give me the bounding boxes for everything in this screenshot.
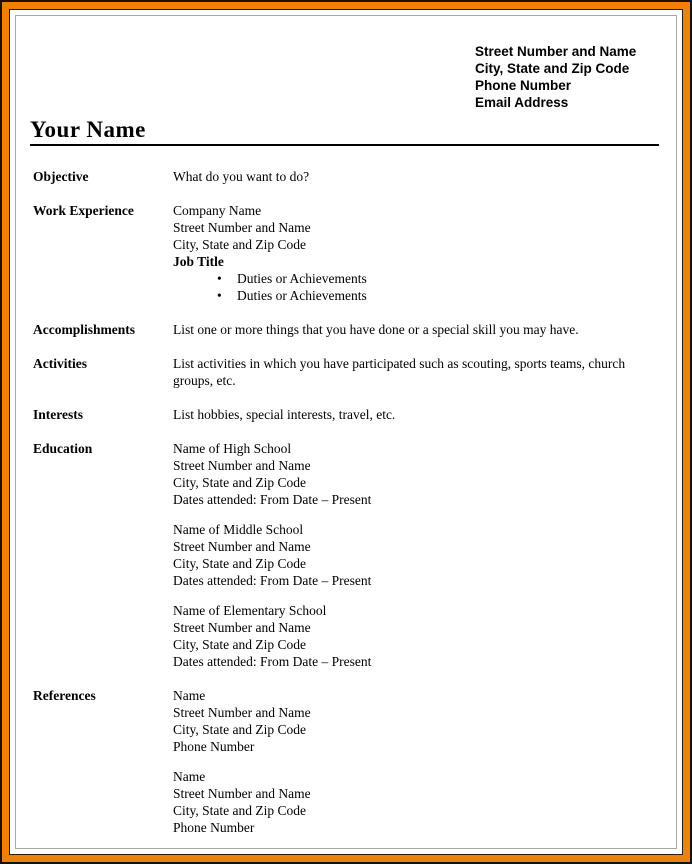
text-block — [173, 602, 668, 670]
text-line: City, State and Zip Code — [173, 237, 306, 252]
section-content — [173, 406, 668, 423]
text-line: Street Number and Name — [173, 620, 311, 635]
text-line: Street Number and Name — [173, 786, 311, 801]
text-line: Name of Middle School — [173, 522, 304, 537]
text-block — [173, 168, 668, 185]
section-content — [173, 168, 668, 185]
section-label: Objective — [33, 169, 89, 184]
section-label: Accomplishments — [33, 322, 135, 337]
text-line: Name of High School — [173, 441, 292, 456]
section-content — [173, 355, 668, 389]
section-content — [173, 202, 668, 304]
text-line: City, State and Zip Code — [173, 556, 306, 571]
text-block — [173, 355, 668, 389]
text-block — [173, 521, 668, 589]
text-line: Dates attended: From Date – Present — [173, 492, 372, 507]
section-content — [173, 687, 668, 836]
text-line: Phone Number — [173, 820, 255, 835]
section-objective — [33, 168, 668, 185]
text-block — [173, 768, 668, 836]
text-line: What do you want to do? — [173, 169, 310, 184]
text-line: Street Number and Name — [173, 539, 311, 554]
text-line: City, State and Zip Code — [173, 803, 306, 818]
section-education — [33, 440, 668, 670]
text-line: List hobbies, special interests, travel, etc. — [173, 407, 396, 422]
section-references — [33, 687, 668, 836]
bullet-icon: • — [217, 271, 222, 286]
bullet-line — [173, 287, 668, 304]
text-line: Street Number and Name — [173, 220, 311, 235]
text-line: Dates attended: From Date – Present — [173, 573, 372, 588]
section-label: Work Experience — [33, 203, 134, 218]
section-activities — [33, 355, 668, 389]
section-label: Education — [33, 441, 93, 456]
contact-block — [475, 43, 676, 111]
text-line: Name of Elementary School — [173, 603, 327, 618]
sections — [16, 168, 676, 836]
text-line: Street Number and Name — [173, 458, 311, 473]
contact-line: Street Number and Name — [475, 44, 637, 59]
text-block — [173, 406, 668, 423]
section-label: Interests — [33, 407, 83, 422]
section-content — [173, 440, 668, 670]
text-line: List activities in which you have participated such as scouting, sports teams, church groups, etc. — [173, 356, 626, 388]
section-accomplishments — [33, 321, 668, 338]
section-interests — [33, 406, 668, 423]
section-label: References — [33, 688, 96, 703]
text-block — [173, 687, 668, 755]
bullet-text: Duties or Achievements — [237, 271, 367, 286]
text-line: List one or more things that you have done or a special skill you may have. — [173, 322, 579, 337]
text-block — [173, 202, 668, 304]
text-block — [173, 440, 668, 508]
text-line: City, State and Zip Code — [173, 637, 306, 652]
page-title: Your Name — [30, 117, 659, 146]
text-line: Street Number and Name — [173, 705, 311, 720]
text-line: Name — [173, 769, 206, 784]
text-block — [173, 321, 668, 338]
contact-line: City, State and Zip Code — [475, 61, 630, 76]
contact-line: Email Address — [475, 95, 569, 110]
section-label: Activities — [33, 356, 87, 371]
text-line: City, State and Zip Code — [173, 475, 306, 490]
resume-page — [15, 15, 677, 849]
text-line: Company Name — [173, 203, 262, 218]
text-line: Dates attended: From Date – Present — [173, 654, 372, 669]
section-content — [173, 321, 668, 338]
text-line: City, State and Zip Code — [173, 722, 306, 737]
bullet-icon: • — [217, 288, 222, 303]
text-line: Phone Number — [173, 739, 255, 754]
frame-inner-band — [9, 9, 683, 855]
contact-line: Phone Number — [475, 78, 572, 93]
bullet-line — [173, 270, 668, 287]
section-work-experience — [33, 202, 668, 304]
text-line: Job Title — [173, 254, 224, 269]
bullet-text: Duties or Achievements — [237, 288, 367, 303]
text-line: Name — [173, 688, 206, 703]
